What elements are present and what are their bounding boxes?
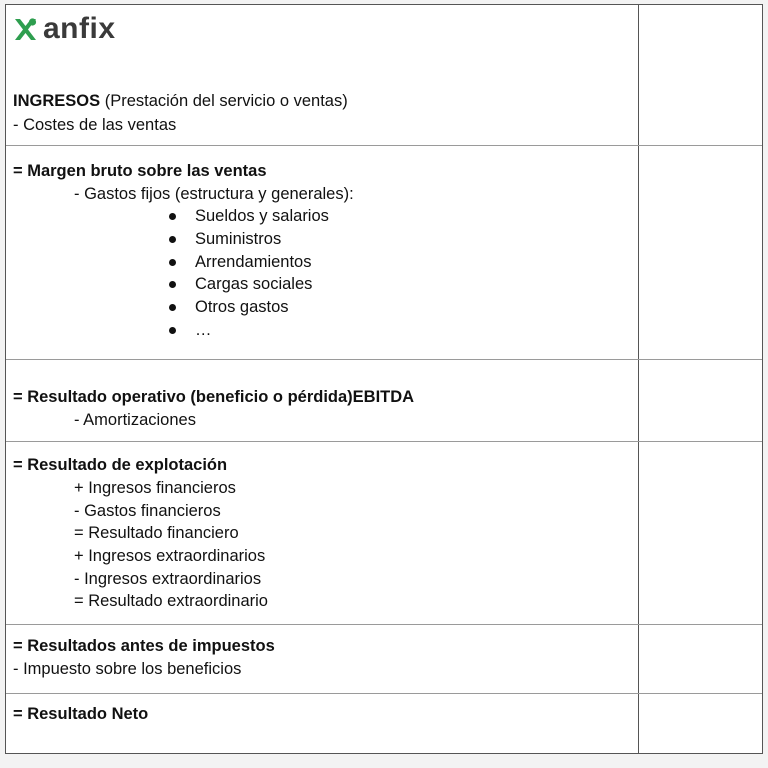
bullet-item: Cargas sociales — [195, 275, 313, 293]
impuesto-beneficios: - Impuesto sobre los beneficios — [13, 660, 242, 678]
explotacion-item: - Gastos financieros — [74, 502, 221, 520]
row-divider — [6, 441, 762, 442]
ingresos-heading — [13, 91, 348, 111]
bullet-icon — [169, 327, 176, 334]
resultado-operativo-heading: = Resultado operativo (beneficio o pérdida)EBITDA — [13, 388, 415, 406]
income-statement-table — [5, 4, 763, 754]
explotacion-item: + Ingresos financieros — [74, 479, 236, 497]
bullet-icon — [169, 304, 176, 311]
bullet-item: Otros gastos — [195, 298, 289, 316]
bullet-icon — [169, 236, 176, 243]
row-divider — [6, 359, 762, 360]
bullet-item: Arrendamientos — [195, 253, 312, 271]
row-divider — [6, 693, 762, 694]
bullet-item: … — [195, 321, 212, 339]
explotacion-item: - Ingresos extraordinarios — [74, 570, 262, 588]
ingresos-label: INGRESOS — [13, 92, 101, 110]
explotacion-item: + Ingresos extraordinarios — [74, 547, 266, 565]
explotacion-item: = Resultado financiero — [74, 524, 239, 542]
bullet-item: Suministros — [195, 230, 282, 248]
costes-ventas: - Costes de las ventas — [13, 116, 177, 134]
resultado-neto-heading: = Resultado Neto — [13, 705, 149, 723]
row-divider — [6, 145, 762, 146]
bullet-icon — [169, 281, 176, 288]
gastos-fijos-label: - Gastos fijos (estructura y generales): — [74, 185, 354, 203]
column-divider — [638, 5, 639, 753]
row-divider — [6, 624, 762, 625]
anfix-logo — [12, 14, 116, 44]
bullet-icon — [169, 259, 176, 266]
ingresos-description: (Prestación del servicio o ventas) — [100, 92, 348, 110]
anfix-x-icon — [12, 16, 39, 43]
resultado-explotacion-heading: = Resultado de explotación — [13, 456, 228, 474]
brand-name: anfix — [43, 12, 116, 45]
amortizaciones: - Amortizaciones — [74, 411, 196, 429]
resultados-antes-impuestos-heading: = Resultados antes de impuestos — [13, 637, 275, 655]
explotacion-item: = Resultado extraordinario — [74, 592, 268, 610]
bullet-icon — [169, 213, 176, 220]
margen-bruto-heading: = Margen bruto sobre las ventas — [13, 162, 267, 180]
bullet-item: Sueldos y salarios — [195, 207, 329, 225]
